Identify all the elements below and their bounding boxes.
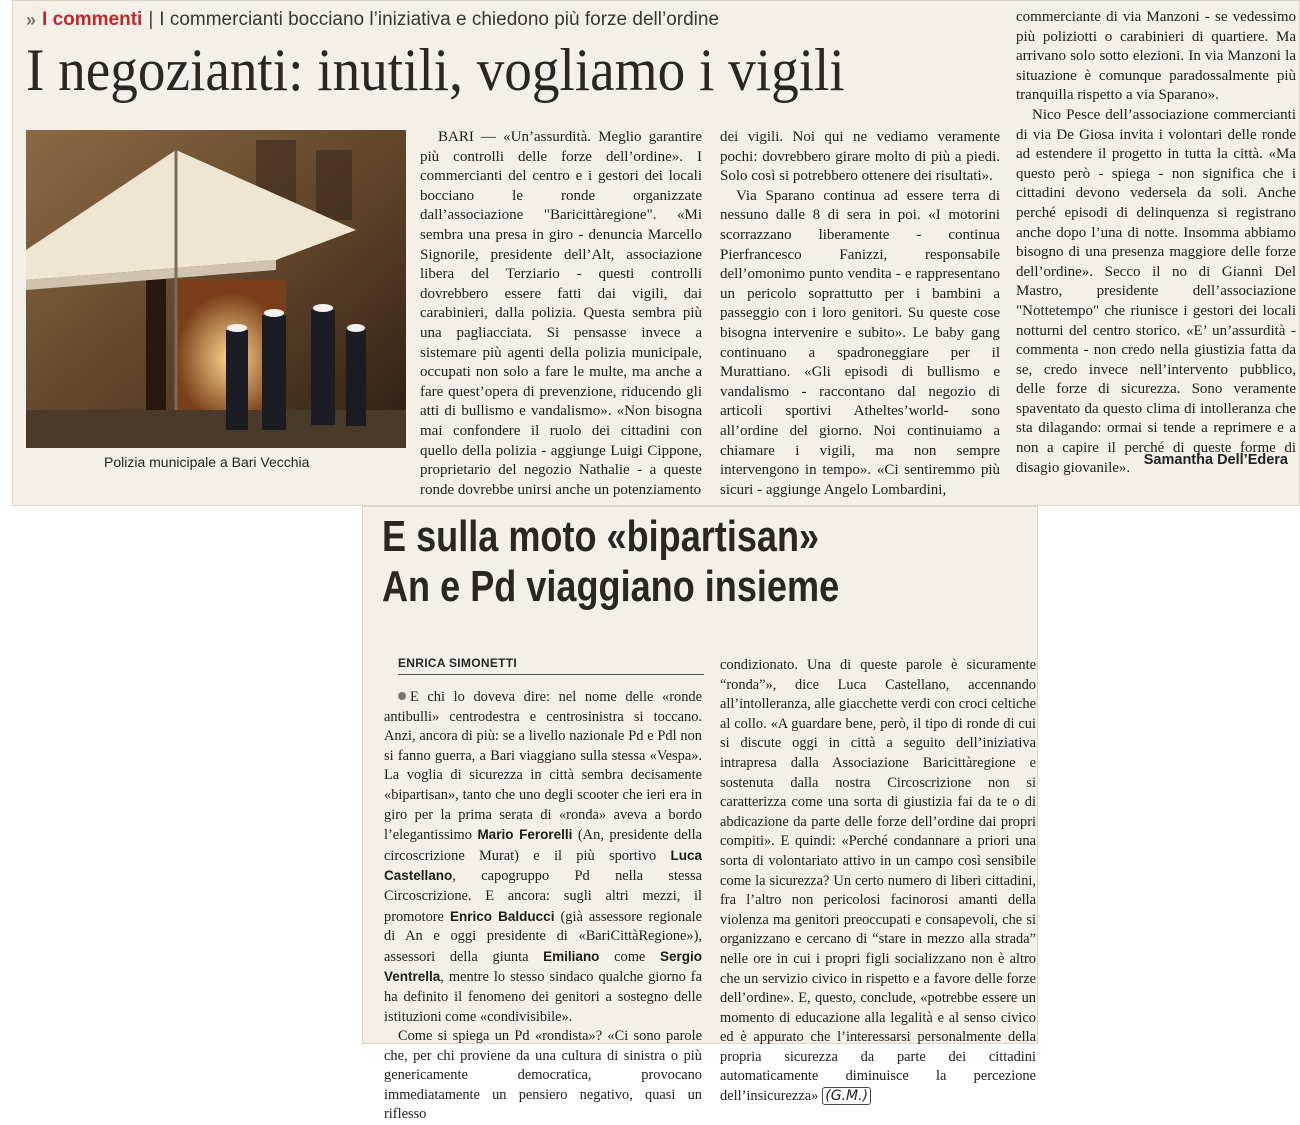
author-name: ENRICA SIMONETTI — [398, 656, 704, 675]
person-name: Luca Castellano — [384, 847, 702, 884]
byline: Samantha Dell’Edera — [1143, 452, 1288, 468]
paragraph: E chi lo doveva dire: nel nome delle «ronde antibulli» centrodestra e centrosinistra si toccano. Anzi, ancora di più: se a livello nazionale Pd e Pdl non si fanno guerra, a Bari viaggiano sulla stessa «Vespa». La voglia di sicurezza in città sembra decisamente «bipartisan», tanto che uno degli scooter che ieri era in giro per la prima serata di «ronda» aveva a bordo l’elegantissimo Mario Ferorelli (An, presidente della circoscrizione Murat) e il più sportivo Luca Castellano, capogruppo Pd nella stessa Circoscrizione. E ancora: sugli altri mezzi, il promotore Enrico Balducci (già assessore regionale di An e oggi presidente di «BariCittàRegione»), assessori della giunta Emiliano come Sergio Ventrella, mentre lo stesso sindaco qualche giorno fa ha definito il fenomeno dei genitori a sostegno delle istituzioni come «condivisibile». — [384, 689, 702, 1025]
paragraph: condizionato. Una di queste parole è sicuramente “ronda”», dice Luca Castellano, accennando all’intolleranza, alle giacchette verdi con croci celtiche al collo. «A guardare bene, però, il tipo di ronde di cui si discute oggi in città a seguito dell’iniziativa intrapresa dalla Associazione Baricittàregione e sostenuta dalla nostra Circoscrizione non si caratterizza come una sorta di giustizia fai da te o di abdicazione da parte delle forze dell’ordine dai propri compiti». E quindi: «Perché condannare a priori una sorta di volontariato attivo in un campo così sensibile come la sicurezza? Un certo numero di liberi cittadini, fra l’altro non pericolosi facinorosi amanti della violenza ma genitori preoccupati e consapevoli, che si organizzano e cercano di “stare in mezzo alla strada” nelle ore in cui i propri figli socializzano non è altro che un servizio civico in rispetto e a favore delle forze dell’ordine». E, questo, conclude, «potrebbe essere un momento di educazione alla legalità e al senso civico ed è appurato che l’interessarsi personalmente della propria sicurezza da parte dei cittadini automaticamente diminuisce la percezione dell’insicurezza» (G.M.) — [720, 657, 1036, 1105]
news-photo — [26, 130, 406, 448]
article-2-column-2 — [720, 656, 1036, 1107]
bullet-dot-icon — [398, 692, 406, 700]
kicker-separator: | — [148, 9, 154, 30]
headline-2 — [382, 512, 915, 612]
paragraph: Via Sparano continua ad essere terra di nessuno dalle 8 di sera in poi. «I motorini scorrazzano liberamente - continua Pierfrancesco Fanizzi, responsabile dell’omonimo punto vendita - e rappresentano un pericolo soprattutto per i bambini a passeggio con i loro genitori. Su queste cose bisogna intervenire e subito». Le baby gang continuano a spadroneggiare per il Murattiano. «Gli episodi di bullismo e vandalismo - raccontano dal negozio di articoli sportivi Atheltes’world- sono all’ordine del giorno. Noi continuiamo a chiamare i vigili, ma non sempre intervengono in tempo». «Ci sentiremmo più sicuri - aggiunge Angelo Lombardini, — [720, 187, 1000, 498]
paragraph: Nico Pesce dell’associazione commercianti di via De Giosa invita i volontari delle ronde ad estendere il progetto in tutta la città. «Ma questo però - spiega - non significa che i cittadini devono vedersela da soli. Anche perché episodi di delinquenza si registrano anche dopo l’una di notte. Insomma abbiamo bisogno di una presenza maggiore delle forze dell’ordine». Secco il no di Gianni Del Mastro, presidente dell’associazione "Nottetempo" che riunisce i gestori dei locali notturni del centro storico. «E’ un’assurdità - commenta - non credo nella giustizia fatta da se, credo invece nell’intervento pubblico, delle forze di sicurezza. Sono veramente spaventato da questo clima di intolleranza che sta dilagando: ormai si tende a reprimere e a non a capire il perché di queste forme di disagio giovanile». — [1016, 106, 1296, 476]
article-2-column-1 — [384, 688, 702, 1125]
paragraph: BARI — «Un’assurdità. Meglio garantire più controlli delle forze dell’ordine». I commercianti del centro e i gestori dei locali bocciano le ronde organizzate dall’associazione "Baricittàregione". «Mi sembra una presa in giro - denuncia Marcello Signorile, presidente dell’Alt, associazione libera del Terziario - questi controlli dovrebbero essere fatti dai vigili, dai carabinieri, dalla polizia. Questa sembra più una pagliacciata. Si pensasse invece a sistemare più agenti della polizia municipale, occupati non solo a fare le multe, ma anche a fare quest’opera di prevenzione, riducendo gli atti di bullismo e vandalismo». «Non bisogna mai confondere il ruolo dei cittadini con quello della polizia - aggiunge Luigi Cippone, proprietario del negozio Nathalie - a queste ronde dovrebbe unirsi anche un potenziamento — [420, 129, 702, 498]
kicker — [26, 6, 719, 34]
paragraph: commerciante di via Manzoni - se vedessimo più poliziotti o carabinieri di quartiere. Ma arrivano solo sotto elezioni. In via Manzoni la situazione è comunque paradossalmente più tranquilla rispetto a via Sparano». — [1016, 9, 1296, 104]
paragraph: Come si spiega un Pd «rondista»? «Ci sono parole che, per chi proviene da una cultura di sinistra o più genericamente democratica, provocano immediatamente un pensiero negativo, quasi un riflesso — [384, 1028, 702, 1123]
article-column-3 — [1016, 8, 1296, 478]
headline-2-line-1: E sulla moto «bipartisan» — [382, 512, 820, 561]
article-column-2 — [720, 128, 1000, 500]
person-name: Mario Ferorelli — [477, 827, 573, 843]
paragraph: dei vigili. Noi qui ne vediamo veramente pochi: dovrebbero girare molto di più a piedi. Solo così si potrebbero ottenere dei risultati». — [720, 129, 1000, 185]
kicker-rubric: I commenti — [42, 9, 143, 30]
photo-caption: Polizia municipale a Bari Vecchia — [104, 454, 310, 470]
person-name: Enrico Balducci — [449, 908, 555, 924]
person-name: Emiliano — [543, 948, 600, 964]
article-column-1 — [420, 128, 702, 500]
headline: I negozianti: inutili, vogliamo i vigili — [26, 37, 845, 103]
double-chevron-icon: » — [26, 9, 35, 30]
kicker-text: I commercianti bocciano l’iniziativa e chiedono più forze dell’ordine — [159, 9, 720, 30]
headline-2-line-2: An e Pd viaggiano insieme — [382, 562, 840, 611]
handwritten-signature: (G.M.) — [822, 1087, 871, 1105]
street-scene-illustration — [26, 130, 406, 448]
person-name: Sergio Ventrella — [384, 948, 702, 985]
